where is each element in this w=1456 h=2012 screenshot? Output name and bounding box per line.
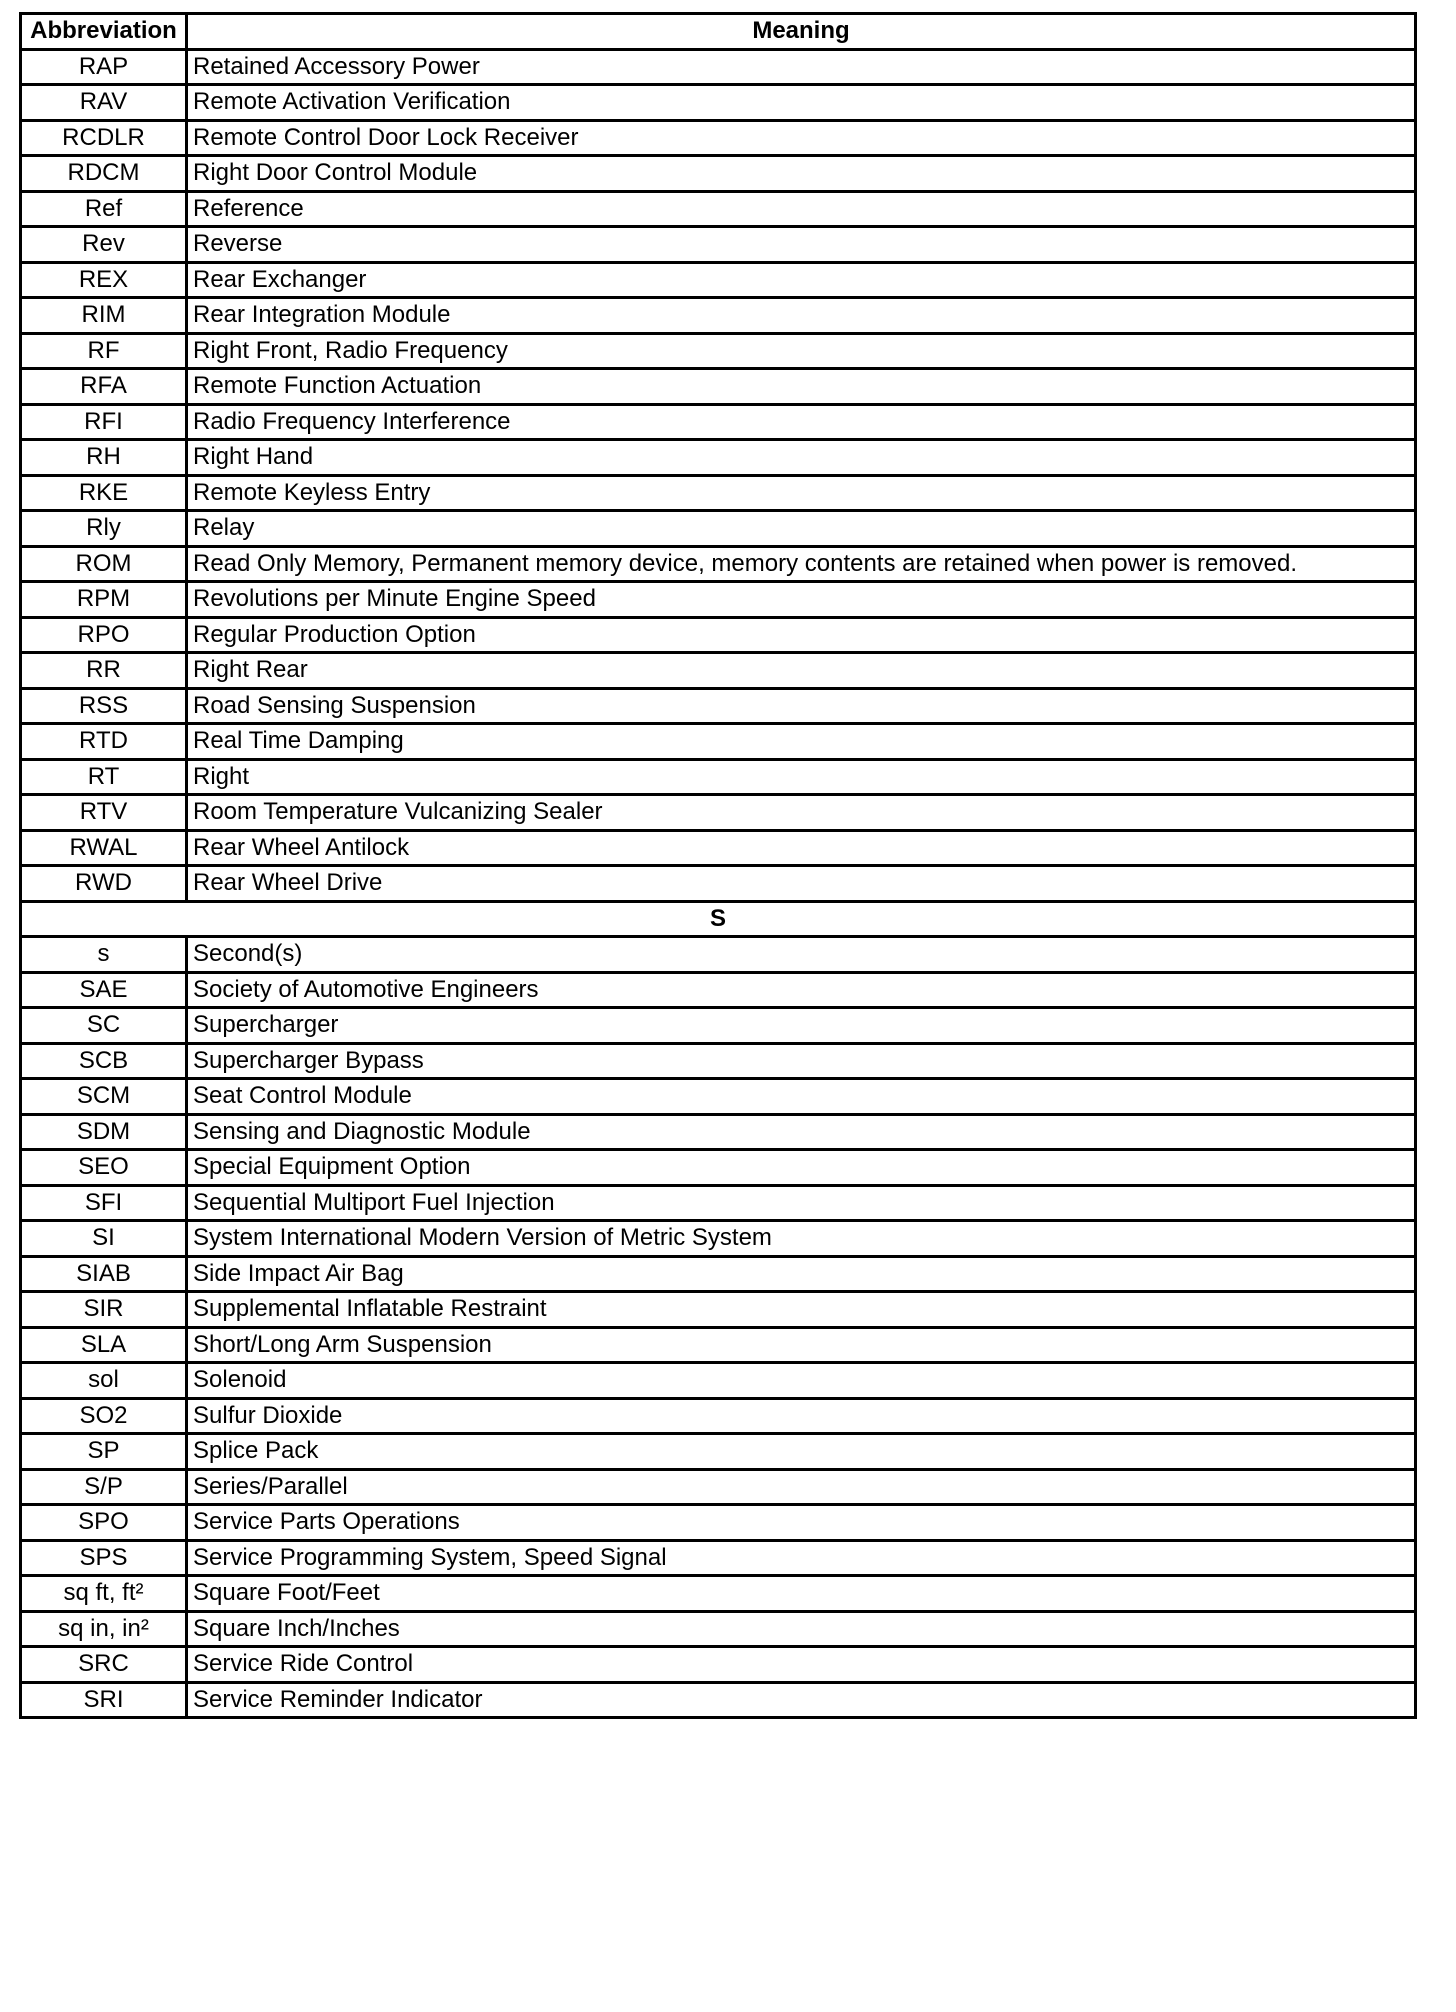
meaning-cell: Read Only Memory, Permanent memory device, memory contents are retained when power is removed.: [187, 546, 1416, 582]
abbreviation-cell: SP: [21, 1434, 187, 1470]
meaning-cell: Service Programming System, Speed Signal: [187, 1540, 1416, 1576]
meaning-cell: Regular Production Option: [187, 617, 1416, 653]
meaning-cell: Supplemental Inflatable Restraint: [187, 1292, 1416, 1328]
meaning-cell: Remote Keyless Entry: [187, 475, 1416, 511]
meaning-cell: Side Impact Air Bag: [187, 1256, 1416, 1292]
meaning-cell: Right: [187, 759, 1416, 795]
meaning-cell: Supercharger: [187, 1008, 1416, 1044]
header-meaning: Meaning: [187, 14, 1416, 50]
abbreviation-cell: SEO: [21, 1150, 187, 1186]
table-row: [21, 546, 1416, 582]
abbreviation-cell: Ref: [21, 191, 187, 227]
meaning-cell: Right Door Control Module: [187, 156, 1416, 192]
table-row: [21, 795, 1416, 831]
abbreviation-cell: SCM: [21, 1079, 187, 1115]
abbreviation-cell: SIAB: [21, 1256, 187, 1292]
meaning-cell: Second(s): [187, 937, 1416, 973]
meaning-cell: Real Time Damping: [187, 724, 1416, 760]
meaning-cell: Service Reminder Indicator: [187, 1682, 1416, 1718]
abbreviation-cell: RSS: [21, 688, 187, 724]
meaning-cell: Sensing and Diagnostic Module: [187, 1114, 1416, 1150]
abbreviation-cell: SO2: [21, 1398, 187, 1434]
table-row: [21, 1682, 1416, 1718]
table-row: [21, 262, 1416, 298]
table-row: [21, 1292, 1416, 1328]
meaning-cell: Service Ride Control: [187, 1647, 1416, 1683]
meaning-cell: Special Equipment Option: [187, 1150, 1416, 1186]
abbreviation-cell: SCB: [21, 1043, 187, 1079]
table-row: [21, 1611, 1416, 1647]
abbreviation-cell: SPO: [21, 1505, 187, 1541]
abbreviation-cell: SAE: [21, 972, 187, 1008]
meaning-cell: Radio Frequency Interference: [187, 404, 1416, 440]
abbreviation-cell: s: [21, 937, 187, 973]
meaning-cell: Service Parts Operations: [187, 1505, 1416, 1541]
abbreviation-cell: S/P: [21, 1469, 187, 1505]
abbreviation-cell: RTV: [21, 795, 187, 831]
table-row: [21, 1469, 1416, 1505]
table-row: [21, 1008, 1416, 1044]
table-row: [21, 227, 1416, 263]
section-row: [21, 901, 1416, 937]
meaning-cell: Remote Activation Verification: [187, 85, 1416, 121]
table-row: [21, 1327, 1416, 1363]
meaning-cell: Series/Parallel: [187, 1469, 1416, 1505]
table-row: [21, 404, 1416, 440]
table-row: [21, 440, 1416, 476]
abbreviation-cell: RCDLR: [21, 120, 187, 156]
table-row: [21, 191, 1416, 227]
abbreviation-cell: SPS: [21, 1540, 187, 1576]
meaning-cell: Sequential Multiport Fuel Injection: [187, 1185, 1416, 1221]
meaning-cell: Right Rear: [187, 653, 1416, 689]
abbreviation-cell: RFI: [21, 404, 187, 440]
abbreviation-cell: RR: [21, 653, 187, 689]
abbreviation-cell: RTD: [21, 724, 187, 760]
abbreviation-cell: sol: [21, 1363, 187, 1399]
header-abbreviation: Abbreviation: [21, 14, 187, 50]
abbreviation-cell: Rly: [21, 511, 187, 547]
table-row: [21, 582, 1416, 618]
meaning-cell: Rear Wheel Antilock: [187, 830, 1416, 866]
meaning-cell: Short/Long Arm Suspension: [187, 1327, 1416, 1363]
abbreviation-cell: SIR: [21, 1292, 187, 1328]
meaning-cell: Reference: [187, 191, 1416, 227]
table-row: [21, 49, 1416, 85]
abbreviation-cell: RWAL: [21, 830, 187, 866]
meaning-cell: Rear Wheel Drive: [187, 866, 1416, 902]
meaning-cell: System International Modern Version of Metric System: [187, 1221, 1416, 1257]
meaning-cell: Sulfur Dioxide: [187, 1398, 1416, 1434]
meaning-cell: Reverse: [187, 227, 1416, 263]
section-s-header: [21, 901, 1416, 937]
abbreviation-cell: RKE: [21, 475, 187, 511]
table-row: [21, 1079, 1416, 1115]
table-row: [21, 830, 1416, 866]
abbreviation-cell: RFA: [21, 369, 187, 405]
header-row: [21, 14, 1416, 50]
meaning-cell: Rear Exchanger: [187, 262, 1416, 298]
abbreviation-cell: RH: [21, 440, 187, 476]
abbreviation-cell: RWD: [21, 866, 187, 902]
abbreviation-cell: sq ft, ft²: [21, 1576, 187, 1612]
abbreviation-cell: SC: [21, 1008, 187, 1044]
table-row: [21, 1540, 1416, 1576]
section-r-rows: [21, 49, 1416, 901]
table-row: [21, 1505, 1416, 1541]
abbreviation-cell: RAV: [21, 85, 187, 121]
abbreviation-cell: SDM: [21, 1114, 187, 1150]
meaning-cell: Square Foot/Feet: [187, 1576, 1416, 1612]
meaning-cell: Room Temperature Vulcanizing Sealer: [187, 795, 1416, 831]
section-s-rows: [21, 937, 1416, 1718]
abbreviation-cell: RF: [21, 333, 187, 369]
abbreviation-cell: REX: [21, 262, 187, 298]
abbreviation-cell: RPM: [21, 582, 187, 618]
abbreviation-cell: SI: [21, 1221, 187, 1257]
abbreviation-cell: SLA: [21, 1327, 187, 1363]
abbreviation-cell: SRI: [21, 1682, 187, 1718]
abbreviation-cell: Rev: [21, 227, 187, 263]
meaning-cell: Relay: [187, 511, 1416, 547]
table-row: [21, 724, 1416, 760]
table-row: [21, 511, 1416, 547]
meaning-cell: Splice Pack: [187, 1434, 1416, 1470]
meaning-cell: Rear Integration Module: [187, 298, 1416, 334]
table-row: [21, 1150, 1416, 1186]
meaning-cell: Right Hand: [187, 440, 1416, 476]
table-row: [21, 475, 1416, 511]
table-row: [21, 1398, 1416, 1434]
table-row: [21, 866, 1416, 902]
table-row: [21, 1647, 1416, 1683]
table-row: [21, 653, 1416, 689]
table-row: [21, 333, 1416, 369]
table-row: [21, 298, 1416, 334]
table-row: [21, 937, 1416, 973]
meaning-cell: Road Sensing Suspension: [187, 688, 1416, 724]
meaning-cell: Solenoid: [187, 1363, 1416, 1399]
meaning-cell: Square Inch/Inches: [187, 1611, 1416, 1647]
section-title: S: [21, 901, 1416, 937]
meaning-cell: Right Front, Radio Frequency: [187, 333, 1416, 369]
table-row: [21, 156, 1416, 192]
meaning-cell: Supercharger Bypass: [187, 1043, 1416, 1079]
table-row: [21, 1043, 1416, 1079]
table-row: [21, 759, 1416, 795]
abbreviation-cell: sq in, in²: [21, 1611, 187, 1647]
abbreviation-cell: RPO: [21, 617, 187, 653]
table-row: [21, 617, 1416, 653]
meaning-cell: Remote Function Actuation: [187, 369, 1416, 405]
abbreviation-table: [19, 12, 1417, 1719]
meaning-cell: Seat Control Module: [187, 1079, 1416, 1115]
table-row: [21, 1576, 1416, 1612]
table-row: [21, 688, 1416, 724]
table-row: [21, 972, 1416, 1008]
table-row: [21, 85, 1416, 121]
abbreviation-cell: RDCM: [21, 156, 187, 192]
table-row: [21, 1363, 1416, 1399]
abbreviation-cell: SFI: [21, 1185, 187, 1221]
abbreviation-cell: ROM: [21, 546, 187, 582]
meaning-cell: Society of Automotive Engineers: [187, 972, 1416, 1008]
abbreviation-cell: RAP: [21, 49, 187, 85]
abbreviation-cell: RIM: [21, 298, 187, 334]
abbreviation-cell: RT: [21, 759, 187, 795]
table-row: [21, 1185, 1416, 1221]
meaning-cell: Revolutions per Minute Engine Speed: [187, 582, 1416, 618]
table-row: [21, 369, 1416, 405]
table-row: [21, 1434, 1416, 1470]
table-row: [21, 1221, 1416, 1257]
table-row: [21, 1114, 1416, 1150]
abbreviation-cell: SRC: [21, 1647, 187, 1683]
meaning-cell: Retained Accessory Power: [187, 49, 1416, 85]
table-row: [21, 1256, 1416, 1292]
meaning-cell: Remote Control Door Lock Receiver: [187, 120, 1416, 156]
table-row: [21, 120, 1416, 156]
